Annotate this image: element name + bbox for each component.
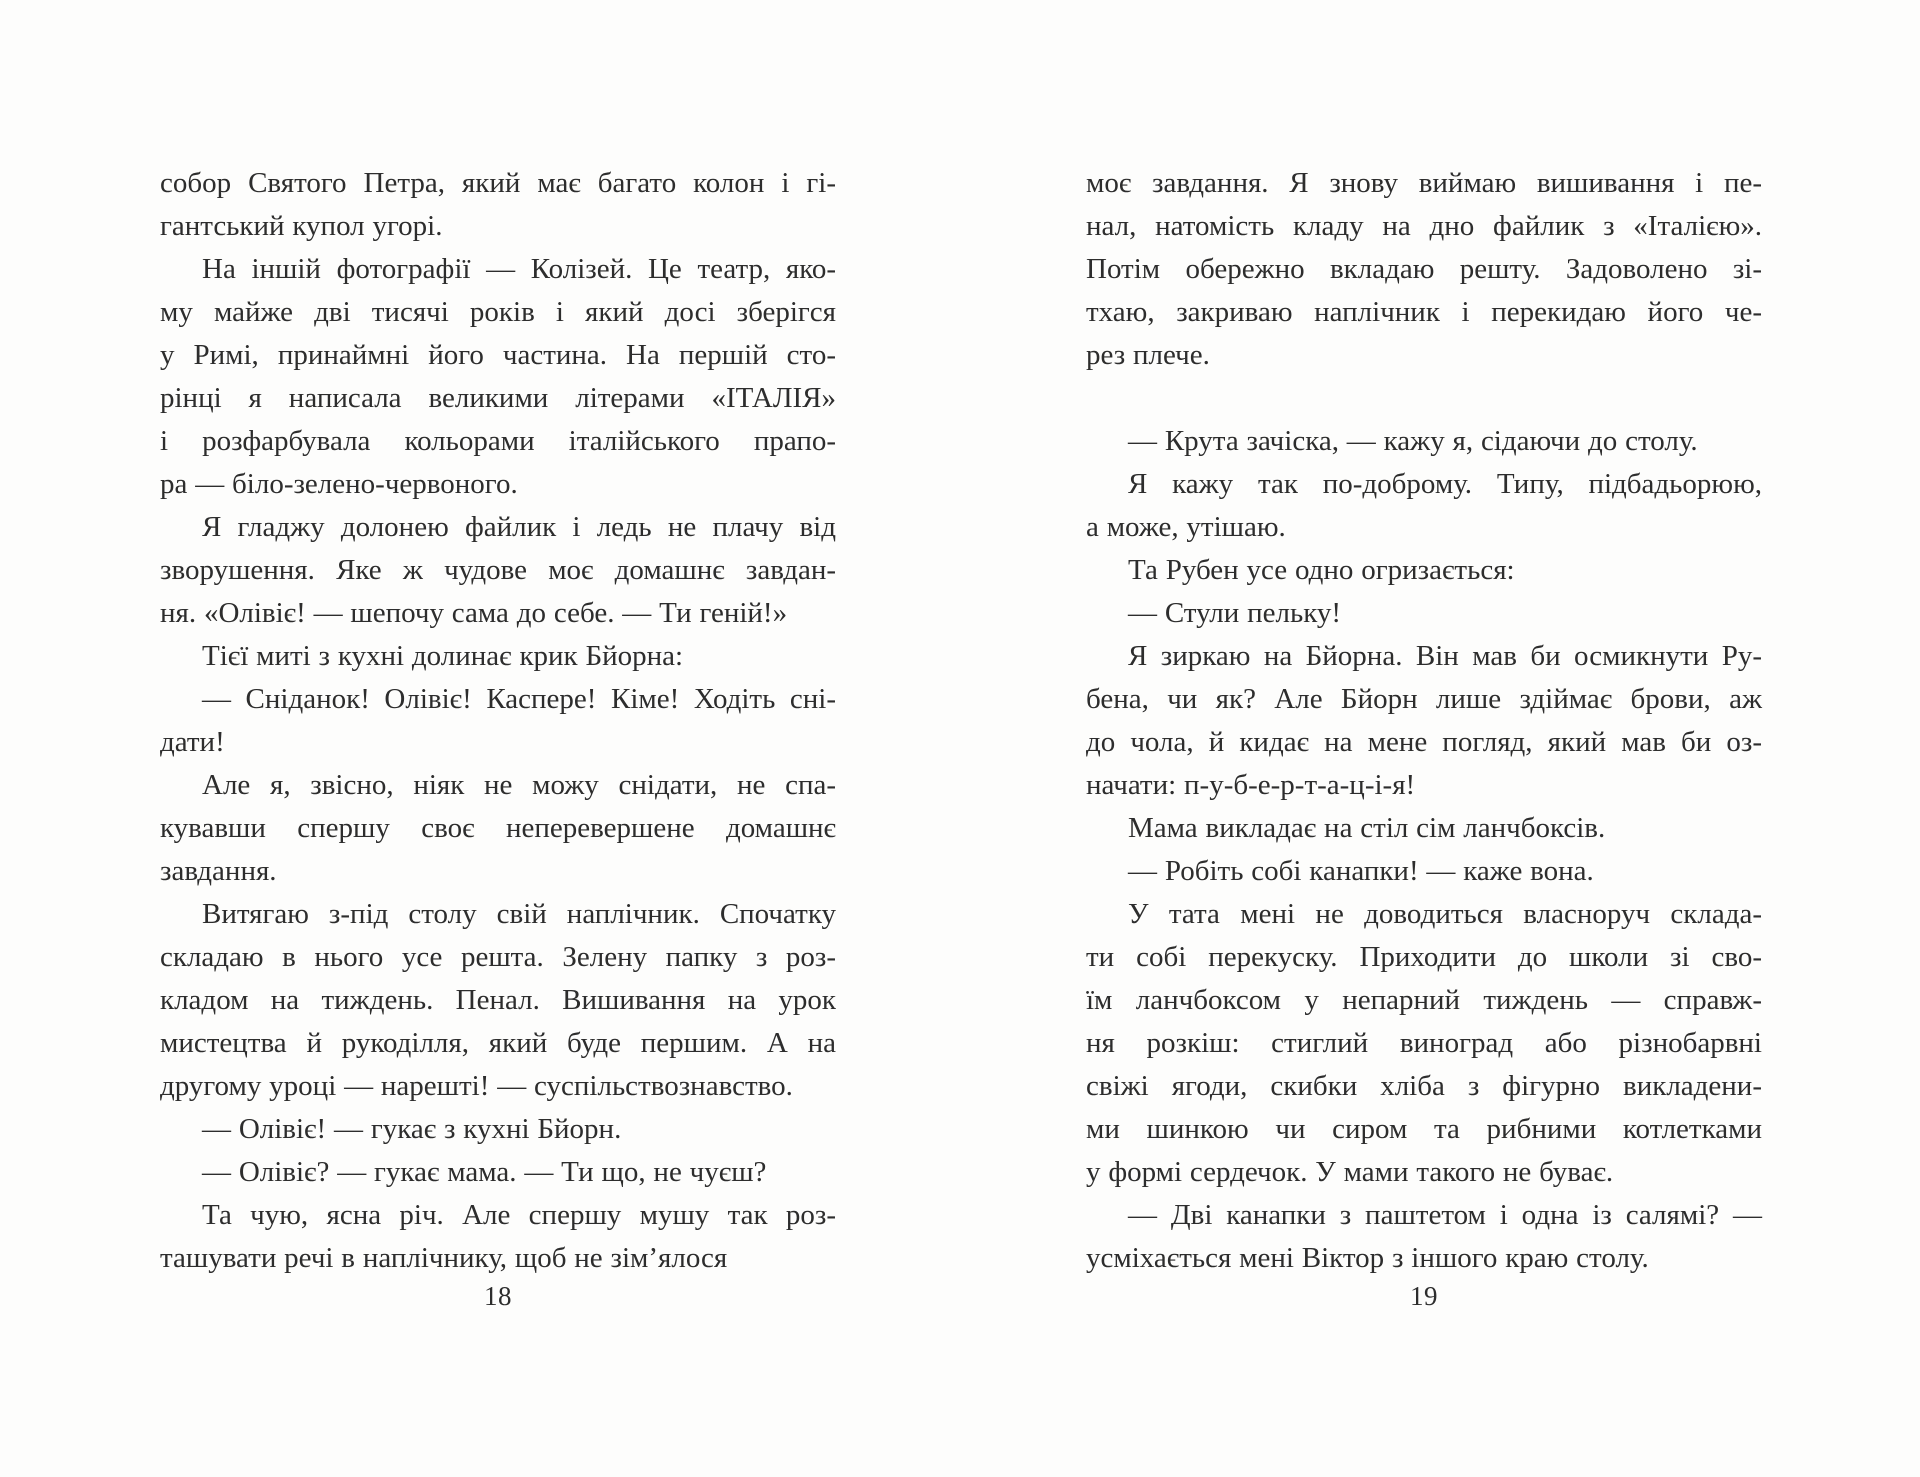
text-line: Я зиркаю на Бйорна. Він мав би осмикнути Ру- — [1128, 640, 1762, 672]
text-line: — Стули пельку! — [1128, 597, 1342, 629]
text-line: кувавши спершу своє неперевершене домашнє — [160, 812, 836, 844]
blank-line — [1086, 377, 1762, 420]
text-line: мистецтва й рукоділля, який буде першим. А на — [160, 1027, 836, 1059]
text-line: Я кажу так по-доброму. Типу, підбадьорюю, — [1128, 468, 1762, 500]
text-line: — Сніданок! Олівіє! Каспере! Кіме! Ходіть сні- — [202, 683, 836, 715]
text-line: дати! — [160, 726, 225, 758]
text-line: їм ланчбоксом у непарний тиждень — справж- — [1086, 984, 1762, 1016]
page-18-text-column — [160, 162, 836, 1280]
text-line: а може, утішаю. — [1086, 511, 1286, 543]
text-line: Потім обережно вкладаю решту. Задоволено зі- — [1086, 253, 1762, 285]
text-line: і розфарбувала кольорами італійського прапо- — [160, 425, 836, 457]
text-line: усміхається мені Віктор з іншого краю столу. — [1086, 1242, 1649, 1274]
text-line: Але я, звісно, ніяк не можу снідати, не спа- — [202, 769, 836, 801]
text-line: — Олівіє! — гукає з кухні Бйорн. — [202, 1113, 622, 1145]
text-line: ташувати речі в наплічнику, щоб не зім’ялося — [160, 1242, 728, 1274]
page-19-number: 19 — [1409, 1281, 1439, 1311]
text-line: тхаю, закриваю наплічник і перекидаю його че- — [1086, 296, 1762, 328]
text-line: складаю в нього усе решта. Зелену папку з роз- — [160, 941, 836, 973]
text-line: рінці я написала великими літерами «ІТАЛІЯ» — [160, 382, 836, 414]
text-line: у формі сердечок. У мами такого не буває. — [1086, 1156, 1614, 1188]
text-line: На іншій фотографії — Колізей. Це театр, яко- — [202, 253, 836, 285]
text-line: Та чую, ясна річ. Але спершу мушу так роз- — [202, 1199, 836, 1231]
text-line: — Дві канапки з паштетом і одна із салямі? — — [1128, 1199, 1762, 1231]
text-line: Мама викладає на стіл сім ланчбоксів. — [1128, 812, 1606, 844]
text-line: ми шинкою чи сиром та рибними котлетками — [1086, 1113, 1762, 1145]
text-line: моє завдання. Я знову виймаю вишивання і пе- — [1086, 167, 1762, 199]
text-line: — Крута зачіска, — кажу я, сідаючи до столу. — [1128, 425, 1698, 457]
text-line: ня. «Олівіє! — шепочу сама до себе. — Ти геній!» — [160, 597, 788, 629]
text-line: У тата мені не доводиться власноруч склада- — [1128, 898, 1762, 930]
text-line: зворушення. Яке ж чудове моє домашнє завдан- — [160, 554, 836, 586]
text-line: начати: п-у-б-е-р-т-а-ц-і-я! — [1086, 769, 1416, 801]
text-line: Тієї миті з кухні долинає крик Бйорна: — [202, 640, 684, 672]
text-line: — Робіть собі канапки! — каже вона. — [1128, 855, 1594, 887]
text-line: завдання. — [160, 855, 277, 887]
text-line: другому уроці — нарешті! — суспільствознавство. — [160, 1070, 793, 1102]
text-line: ня розкіш: стиглий виноград або різнобарвні — [1086, 1027, 1762, 1059]
text-line: ти собі перекуску. Приходити до школи зі сво- — [1086, 941, 1762, 973]
text-line: свіжі ягоди, скибки хліба з фігурно викладени- — [1086, 1070, 1762, 1102]
text-line: ра — біло-зелено-червоного. — [160, 468, 518, 500]
text-line: гантський купол угорі. — [160, 210, 443, 242]
text-line: Я гладжу долонею файлик і ледь не плачу від — [202, 511, 836, 543]
page-18-number: 18 — [483, 1281, 513, 1311]
text-line: бена, чи як? Але Бйорн лише здіймає брови, аж — [1086, 683, 1762, 715]
text-line: Та Рубен усе одно огризається: — [1128, 554, 1515, 586]
text-line: Витягаю з-під столу свій наплічник. Спочатку — [202, 898, 836, 930]
page-19-text-column — [1086, 162, 1762, 1280]
text-line: кладом на тиждень. Пенал. Вишивання на урок — [160, 984, 836, 1016]
text-line: до чола, й кидає на мене погляд, який мав би оз- — [1086, 726, 1762, 758]
text-line: собор Святого Петра, який має багато колон і гі- — [160, 167, 836, 199]
text-line: рез плече. — [1086, 339, 1210, 371]
text-line: у Римі, принаймні його частина. На першій сто- — [160, 339, 836, 371]
text-line: му майже дві тисячі років і який досі зберігся — [160, 296, 836, 328]
text-line: нал, натомість кладу на дно файлик з «Італією». — [1086, 210, 1762, 242]
text-line: — Олівіє? — гукає мама. — Ти що, не чуєш? — [202, 1156, 767, 1188]
